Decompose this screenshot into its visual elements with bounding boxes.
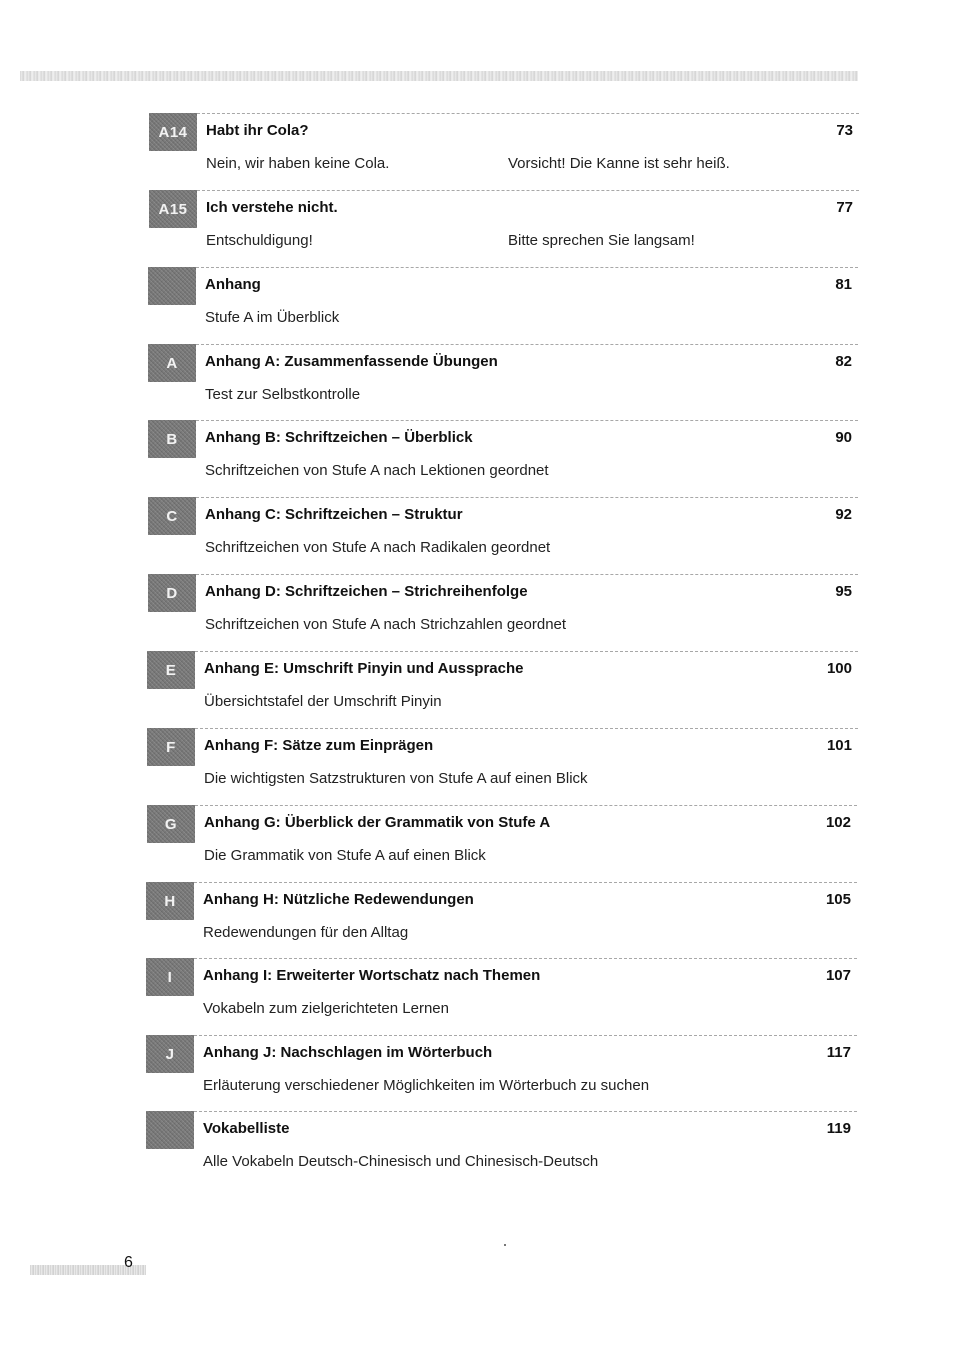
entry-page-number: 82 (835, 353, 852, 370)
entry-title: Anhang C: Schriftzeichen – Struktur (205, 506, 463, 523)
entry-subtitle: Nein, wir haben keine Cola. (206, 155, 390, 172)
badge-label: B (166, 430, 178, 448)
entry-page-number: 95 (835, 583, 852, 600)
toc-entry-anhang-j[interactable] (146, 1035, 857, 1112)
appendix-badge (147, 728, 195, 766)
entry-subtitle: Schriftzeichen von Stufe A nach Strichzahlen geordnet (205, 616, 567, 633)
entry-subtitle-secondary: Bitte sprechen Sie langsam! (508, 232, 695, 249)
entry-subtitle: Entschuldigung! (206, 232, 313, 249)
entry-subtitle: Test zur Selbstkontrolle (205, 386, 361, 403)
dashed-divider (196, 267, 858, 268)
toc-entry-anhang-c[interactable] (148, 497, 858, 574)
entry-page-number: 102 (825, 814, 851, 831)
appendix-badge (146, 882, 194, 920)
appendix-badge (146, 1035, 194, 1073)
entry-subtitle: Die wichtigsten Satzstrukturen von Stufe A auf einen Blick (204, 770, 588, 787)
dashed-divider (197, 190, 859, 191)
dashed-divider (194, 882, 857, 883)
section-badge (146, 1111, 194, 1149)
entry-title: Vokabelliste (203, 1120, 290, 1137)
entry-title: Anhang G: Überblick der Grammatik von Stufe A (204, 814, 551, 831)
badge-label: F (166, 738, 176, 756)
entry-subtitle-secondary: Vorsicht! Die Kanne ist sehr heiß. (508, 155, 730, 172)
appendix-badge (148, 344, 196, 382)
dashed-divider (194, 1035, 857, 1036)
entry-subtitle: Erläuterung verschiedener Möglichkeiten im Wörterbuch zu suchen (203, 1077, 650, 1094)
badge-label: J (165, 1045, 175, 1063)
dashed-divider (197, 113, 859, 114)
appendix-badge (148, 574, 196, 612)
toc-entry-anhang-f[interactable] (147, 728, 858, 805)
toc-entry-anhang-h[interactable] (146, 882, 857, 959)
entry-subtitle: Schriftzeichen von Stufe A nach Radikalen geordnet (205, 539, 551, 556)
dashed-divider (195, 651, 858, 652)
entry-title: Anhang (205, 276, 261, 293)
badge-label: D (166, 584, 178, 602)
header-decorative-band (20, 71, 858, 81)
toc-entry-a14[interactable] (149, 113, 859, 190)
toc-entry-vokabelliste[interactable] (146, 1111, 857, 1188)
badge-label: A15 (158, 200, 188, 218)
scan-speck (504, 1244, 506, 1246)
entry-page-number: 119 (826, 1120, 851, 1137)
dashed-divider (194, 958, 857, 959)
entry-title: Habt ihr Cola? (206, 122, 309, 139)
appendix-badge (148, 497, 196, 535)
badge-label: G (164, 815, 178, 833)
entry-subtitle: Vokabeln zum zielgerichteten Lernen (203, 1000, 449, 1017)
badge-label: C (166, 507, 178, 525)
entry-page-number: 100 (826, 660, 852, 677)
toc-entry-anhang-d[interactable] (148, 574, 858, 651)
dashed-divider (196, 574, 858, 575)
entry-subtitle: Schriftzeichen von Stufe A nach Lektionen geordnet (205, 462, 549, 479)
toc-entry-anhang-i[interactable] (146, 958, 857, 1035)
entry-subtitle: Übersichtstafel der Umschrift Pinyin (204, 693, 442, 710)
badge-label: A14 (158, 123, 188, 141)
entry-title: Anhang D: Schriftzeichen – Strichreihenfolge (205, 583, 528, 600)
dashed-divider (196, 344, 858, 345)
lesson-badge (149, 113, 197, 151)
appendix-badge (147, 651, 195, 689)
entry-page-number: 105 (825, 891, 851, 908)
dashed-divider (195, 805, 857, 806)
appendix-badge (148, 420, 196, 458)
page-number: 6 (124, 1254, 133, 1271)
lesson-badge (149, 190, 197, 228)
badge-label: E (165, 661, 177, 679)
toc-entry-anhang[interactable] (148, 267, 858, 344)
toc-entry-anhang-e[interactable] (147, 651, 858, 728)
toc-entry-anhang-a[interactable] (148, 344, 858, 421)
entry-title: Anhang H: Nützliche Redewendungen (203, 891, 474, 908)
badge-label: I (167, 968, 173, 986)
entry-page-number: 73 (836, 122, 853, 139)
entry-subtitle: Die Grammatik von Stufe A auf einen Blick (204, 847, 486, 864)
entry-title: Anhang E: Umschrift Pinyin und Aussprache (204, 660, 524, 677)
appendix-badge (147, 805, 195, 843)
dashed-divider (196, 420, 858, 421)
section-badge (148, 267, 196, 305)
entry-title: Ich verstehe nicht. (206, 199, 338, 216)
entry-title: Anhang J: Nachschlagen im Wörterbuch (203, 1044, 493, 1061)
entry-page-number: 117 (826, 1044, 851, 1061)
toc-entry-a15[interactable] (149, 190, 859, 267)
toc-entry-anhang-b[interactable] (148, 420, 858, 497)
entry-page-number: 101 (826, 737, 852, 754)
toc-entry-anhang-g[interactable] (147, 805, 857, 882)
badge-label: A (166, 354, 178, 372)
entry-title: Anhang F: Sätze zum Einprägen (204, 737, 434, 754)
entry-page-number: 90 (835, 429, 852, 446)
dashed-divider (194, 1111, 857, 1112)
badge-label: H (164, 892, 176, 910)
entry-title: Anhang I: Erweiterter Wortschatz nach Themen (203, 967, 541, 984)
entry-title: Anhang A: Zusammenfassende Übungen (205, 353, 498, 370)
entry-subtitle: Alle Vokabeln Deutsch-Chinesisch und Chinesisch-Deutsch (203, 1153, 599, 1170)
entry-page-number: 77 (836, 199, 853, 216)
entry-page-number: 107 (825, 967, 851, 984)
entry-subtitle: Redewendungen für den Alltag (203, 924, 409, 941)
entry-page-number: 92 (835, 506, 852, 523)
dashed-divider (196, 497, 858, 498)
entry-page-number: 81 (835, 276, 852, 293)
appendix-badge (146, 958, 194, 996)
entry-title: Anhang B: Schriftzeichen – Überblick (205, 429, 473, 446)
dashed-divider (195, 728, 858, 729)
entry-subtitle: Stufe A im Überblick (205, 309, 340, 326)
